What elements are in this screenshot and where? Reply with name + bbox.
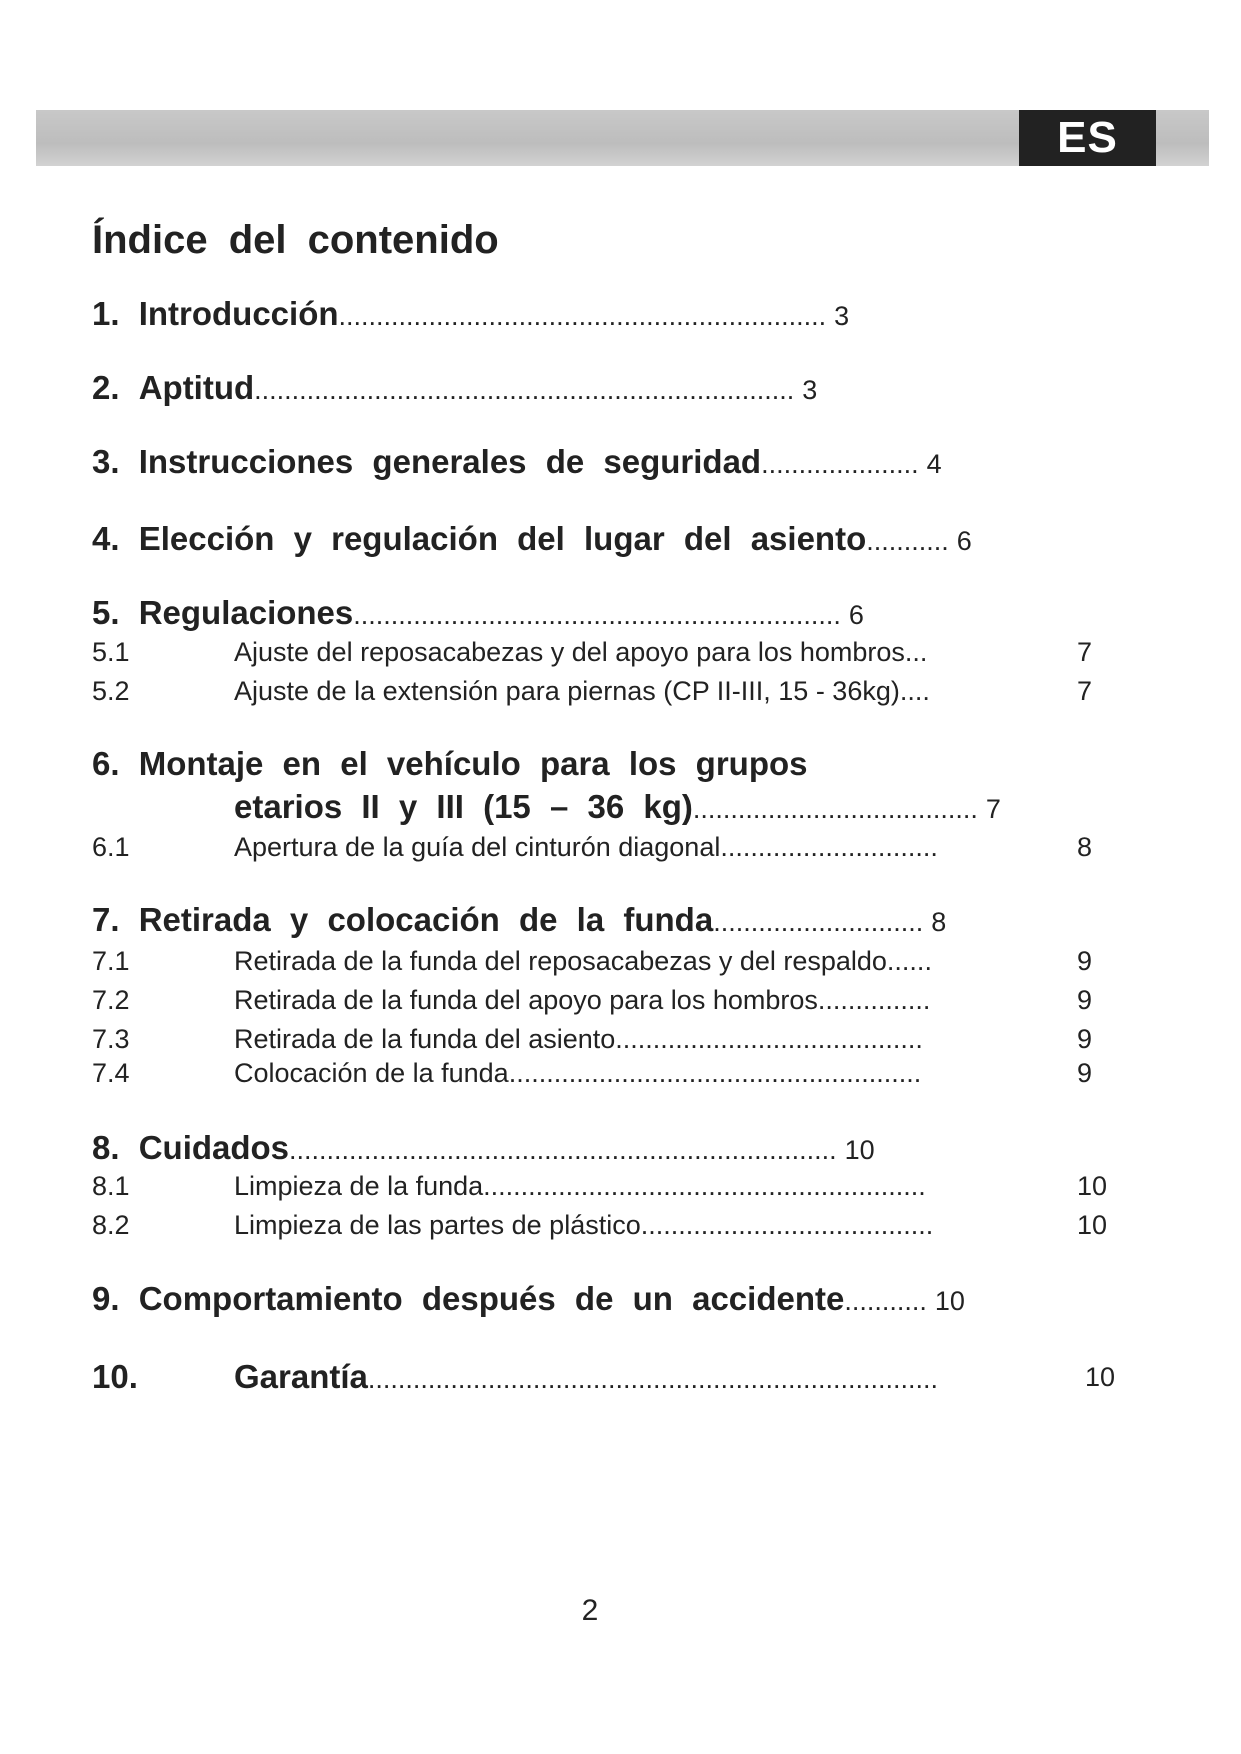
toc-label: Retirada de la funda del asiento......................................... xyxy=(234,1024,923,1054)
toc-page: 7 xyxy=(1077,637,1093,667)
toc-label: Colocación de la funda....................................................... xyxy=(234,1058,922,1088)
toc-number: 4. xyxy=(92,520,120,557)
toc-page: 6 xyxy=(956,526,972,556)
toc-label: Introducción xyxy=(138,295,339,332)
toc-number: 7.4 xyxy=(92,1058,130,1088)
toc-page: 8 xyxy=(1077,832,1093,862)
toc-label: Retirada de la funda del apoyo para los hombros............... xyxy=(234,985,931,1015)
toc-entry-6[interactable] xyxy=(92,744,808,784)
toc-page: 10 xyxy=(1077,1171,1108,1201)
toc-label-continued: etarios II y III (15 – 36 kg) xyxy=(234,788,693,825)
toc-entry-1[interactable] xyxy=(92,294,849,336)
toc-dots: ......................................................................... xyxy=(289,1135,837,1165)
toc-number: 10. xyxy=(92,1358,138,1395)
toc-label: Elección y regulación del lugar del asiento xyxy=(138,520,867,557)
toc-number: 8.2 xyxy=(92,1210,130,1240)
toc-number: 9. xyxy=(92,1280,120,1317)
toc-dots: ............................................................................ xyxy=(367,1364,939,1394)
toc-dots: ..................... xyxy=(761,449,919,479)
toc-dots: ................................................................. xyxy=(353,600,841,630)
toc-label: Cuidados xyxy=(138,1129,290,1166)
toc-page: 6 xyxy=(848,600,864,630)
toc-page: 4 xyxy=(926,449,942,479)
toc-page: 9 xyxy=(1077,985,1093,1015)
toc-page: 7 xyxy=(1077,676,1093,706)
toc-dots: ........................................................................ xyxy=(254,375,795,405)
toc-entry-7[interactable] xyxy=(92,900,946,942)
toc-number: 2. xyxy=(92,369,120,406)
toc-number: 7. xyxy=(92,901,120,938)
toc-number: 7.2 xyxy=(92,985,130,1015)
toc-dots: ................................................................. xyxy=(338,301,827,331)
toc-number: 6.1 xyxy=(92,832,130,862)
toc-dots: ...................................... xyxy=(692,794,978,824)
toc-dots: ........... xyxy=(844,1286,927,1316)
toc-page: 9 xyxy=(1077,946,1093,976)
page-title: Índice del contenido xyxy=(92,218,499,262)
toc-label: Limpieza de la funda........................................................... xyxy=(234,1171,926,1201)
toc-page: 8 xyxy=(931,907,947,937)
toc-number: 5.1 xyxy=(92,637,130,667)
toc-label: Retirada y colocación de la funda xyxy=(138,901,714,938)
toc-dots: ........... xyxy=(866,526,949,556)
toc-label: Instrucciones generales de seguridad xyxy=(138,443,762,480)
toc-entry-10[interactable] xyxy=(92,1357,1132,1397)
toc-page: 9 xyxy=(1077,1024,1093,1054)
toc-number: 6. xyxy=(92,745,120,782)
toc-label: Montaje en el vehículo para los grupos xyxy=(138,745,808,782)
page-number: 2 xyxy=(581,1594,599,1627)
toc-label: Ajuste de la extensión para piernas (CP II-III, 15 - 36kg).... xyxy=(234,676,930,706)
toc-label: Regulaciones xyxy=(138,594,354,631)
toc-label: Retirada de la funda del reposacabezas y del respaldo...... xyxy=(234,946,932,976)
language-badge: ES xyxy=(1019,110,1156,166)
toc-entry-3[interactable] xyxy=(92,442,942,484)
toc-page: 7 xyxy=(985,794,1001,824)
toc-number: 8. xyxy=(92,1129,120,1166)
toc-page: 10 xyxy=(844,1135,875,1165)
toc-label: Apertura de la guía del cinturón diagonal............................. xyxy=(234,832,938,862)
toc-label: Aptitud xyxy=(138,369,255,406)
toc-label: Comportamiento después de un accidente xyxy=(138,1280,845,1317)
toc-number: 3. xyxy=(92,443,120,480)
toc-label: Limpieza de las partes de plástico....................................... xyxy=(234,1210,934,1240)
toc-page: 3 xyxy=(834,301,850,331)
toc-label: Ajuste del reposacabezas y del apoyo para los hombros... xyxy=(234,637,928,667)
toc-page: 10 xyxy=(934,1286,965,1316)
toc-entry-2[interactable] xyxy=(92,368,817,410)
toc-number: 1. xyxy=(92,295,120,332)
toc-page: 10 xyxy=(1077,1210,1108,1240)
toc-entry-5[interactable] xyxy=(92,593,864,635)
toc-number: 5. xyxy=(92,594,120,631)
toc-dots: ............................ xyxy=(713,907,924,937)
toc-entry-9[interactable] xyxy=(92,1279,965,1321)
toc-number: 5.2 xyxy=(92,676,130,706)
toc-number: 7.3 xyxy=(92,1024,130,1054)
toc-page: 3 xyxy=(802,375,818,405)
toc-page: 10 xyxy=(1085,1362,1116,1392)
toc-number: 7.1 xyxy=(92,946,130,976)
toc-entry-4[interactable] xyxy=(92,519,972,561)
toc-page: 9 xyxy=(1077,1058,1093,1088)
toc-number: 8.1 xyxy=(92,1171,130,1201)
toc-entry-8[interactable] xyxy=(92,1128,875,1170)
toc-label: Garantía xyxy=(234,1358,368,1395)
